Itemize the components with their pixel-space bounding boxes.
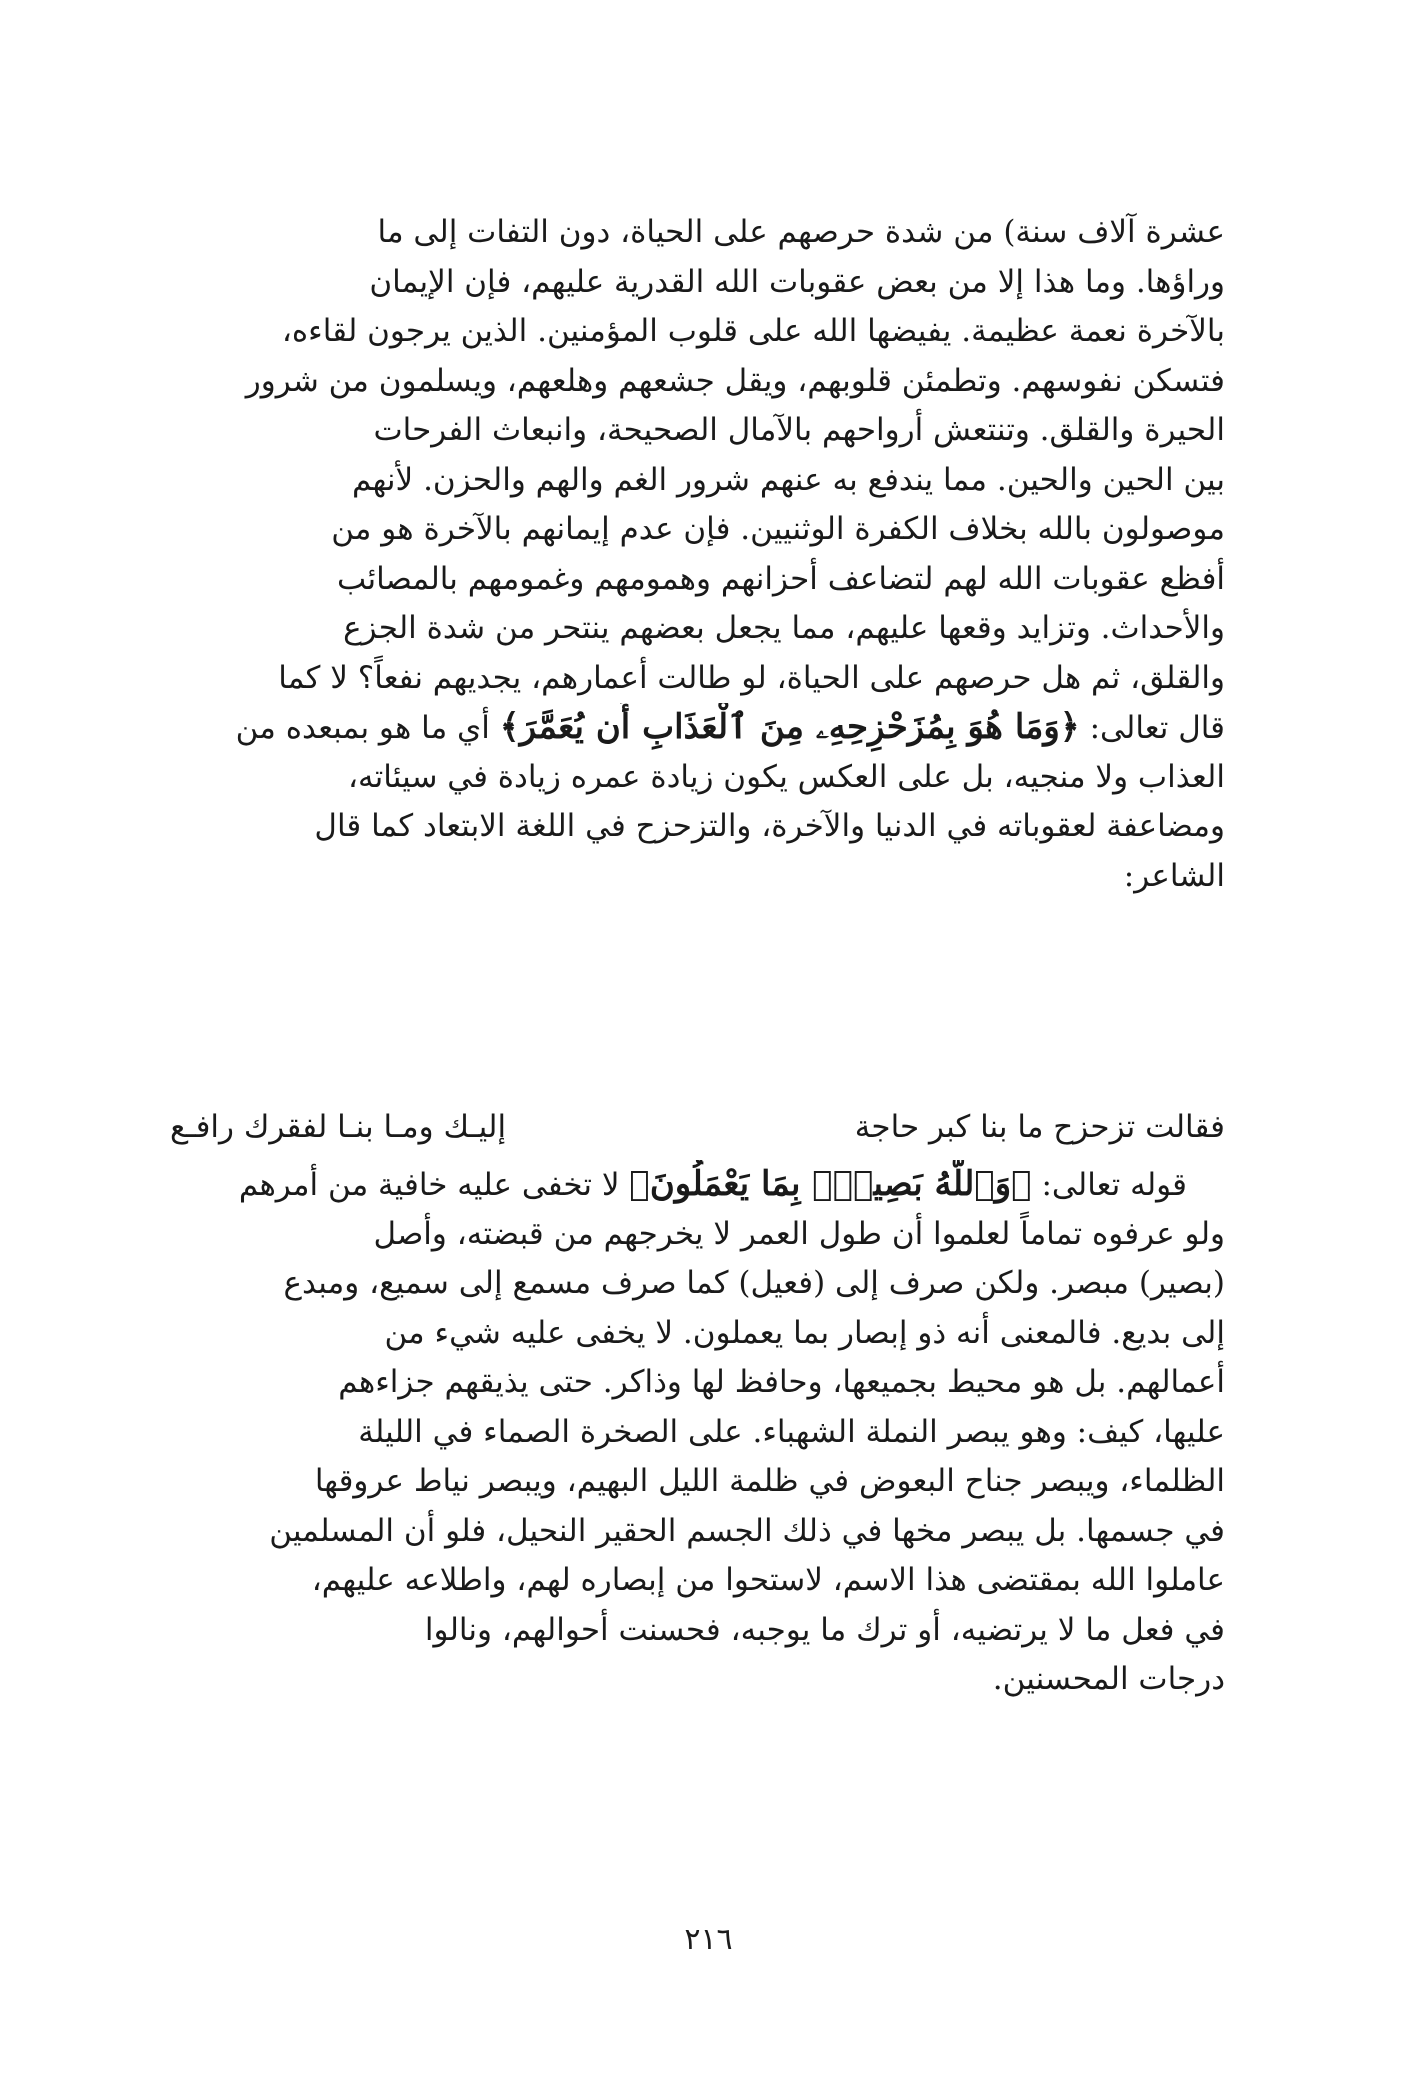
poem-first-hemistich: فقالت تزحزح ما بنا كبر حاجة [854, 1109, 1225, 1145]
quran-verse-line [170, 703, 1225, 753]
text-line: ولو عرفوه تماماً لعلموا أن طول العمر لا يخرجهم من قبضته، وأصل [373, 1215, 1225, 1252]
verse-commentary: أي ما هو بمبعده من [235, 710, 500, 746]
text-line: في جسمها. بل يبصر مخها في ذلك الجسم الحقير النحيل، فلو أن المسلمين [269, 1512, 1225, 1549]
text-line: الشاعر: [1123, 857, 1225, 894]
text-line: الحيرة والقلق. وتنتعش أرواحهم بالآمال الصحيحة، وانبعاث الفرحات [373, 412, 1225, 448]
verse-intro: قال تعالى: [1079, 710, 1225, 746]
text-line: والأحداث. وتزايد وقعها عليهم، مما يجعل بعضهم ينتحر من شدة الجزع [343, 610, 1225, 646]
verse-commentary: لا تخفى عليه خافية من أمرهم [238, 1167, 630, 1203]
text-line: موصولون بالله بخلاف الكفرة الوثنيين. فإن عدم إيمانهم بالآخرة هو من [331, 511, 1225, 547]
paragraph-top [170, 208, 1225, 901]
paragraph-bottom [170, 1160, 1225, 1705]
text-line: أفظع عقوبات الله لهم لتضاعف أحزانهم وهمومهم وغمومهم بالمصائب [337, 560, 1225, 597]
text-line: عليها، كيف: وهو يبصر النملة الشهباء. على الصخرة الصماء في الليلة [358, 1413, 1225, 1450]
text-line: عاملوا الله بمقتضى هذا الاسم، لاستحوا من إبصاره لهم، واطلاعه عليهم، [311, 1562, 1225, 1598]
text-line: أعمالهم. بل هو محيط بجميعها، وحافظ لها وذاكر. حتى يذيقهم جزاءهم [338, 1364, 1225, 1400]
quran-verse: ﴿وَٱللَّهُ بَصِيرٌۢ بِمَا يَعْمَلُونَ﴾ [629, 1164, 1032, 1204]
text-line: إلى بديع. فالمعنى أنه ذو إبصار بما يعملون. لا يخفى عليه شيء من [384, 1314, 1225, 1351]
text-line: (بصير) مبصر. ولكن صرف إلى (فعيل) كما صرف مسمع إلى سميع، ومبدع [283, 1265, 1225, 1301]
quran-verse-line [170, 1160, 1225, 1210]
poem-verse [170, 1102, 1225, 1152]
text-line: بالآخرة نعمة عظيمة. يفيضها الله على قلوب المؤمنين. الذين يرجون لقاءه، [281, 313, 1225, 349]
text-line: في فعل ما لا يرتضيه، أو ترك ما يوجبه، فحسنت أحوالهم، ونالوا [424, 1611, 1225, 1648]
text-line: وراؤها. وما هذا إلا من بعض عقوبات الله القدرية عليهم، فإن الإيمان [369, 263, 1225, 300]
page-number: ٢١٦ [684, 1922, 733, 1957]
quran-verse: ﴿وَمَا هُوَ بِمُزَحْزِحِهِۦ مِنَ ٱلْعَذَابِ أَن يُعَمَّرَ﴾ [499, 707, 1080, 747]
text-line: بين الحين والحين. مما يندفع به عنهم شرور الغم والهم والحزن. لأنهم [351, 461, 1225, 498]
poem-second-hemistich: إليـك ومـا بنـا لفقرك رافـع [170, 1109, 507, 1145]
text-line: ومضاعفة لعقوباته في الدنيا والآخرة، والتزحزح في اللغة الابتعاد كما قال [314, 808, 1225, 844]
verse-intro: قوله تعالى: [1031, 1167, 1187, 1203]
text-line: الظلماء، ويبصر جناح البعوض في ظلمة الليل البهيم، ويبصر نياط عروقها [314, 1463, 1225, 1499]
text-line: فتسكن نفوسهم. وتطمئن قلوبهم، ويقل جشعهم وهلعهم، ويسلمون من شرور [245, 362, 1225, 399]
text-line: درجات المحسنين. [992, 1661, 1225, 1697]
text-line: والقلق، ثم هل حرصهم على الحياة، لو طالت أعمارهم، يجديهم نفعاً؟ لا كما [278, 659, 1225, 696]
text-line: العذاب ولا منجيه، بل على العكس يكون زيادة عمره زيادة في سيئاته، [348, 758, 1225, 795]
text-line: عشرة آلاف سنة) من شدة حرصهم على الحياة، دون التفات إلى ما [377, 214, 1225, 250]
